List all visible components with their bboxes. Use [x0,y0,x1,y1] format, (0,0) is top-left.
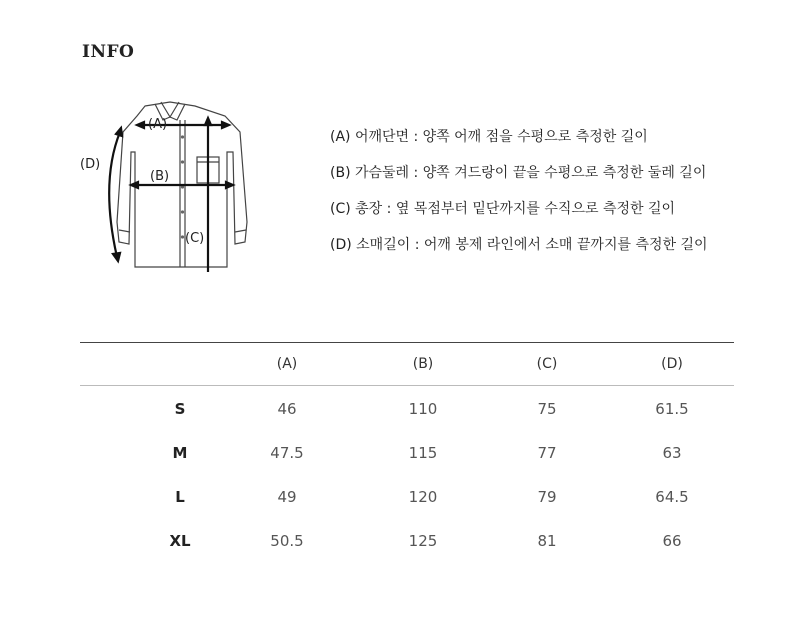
table-cell: 49 [277,488,297,506]
table-cell: 120 [408,488,438,506]
table-row [80,431,734,475]
table-cell: 47.5 [270,444,304,462]
table-cell: 81 [537,532,557,550]
table-cell: 61.5 [655,400,689,418]
size-label: M [172,444,188,462]
page-title: INFO [82,42,135,62]
size-label: S [174,400,186,418]
header-d: (D) [661,356,683,372]
table-cell: 64.5 [655,488,689,506]
table-row [80,475,734,519]
measurement-definitions [330,128,708,272]
label-c: (C) [185,231,205,246]
definition-b: (B) 가슴둘레 : 양쪽 겨드랑이 끝을 수평으로 측정한 둘레 길이 [330,165,707,181]
table-cell: 125 [408,532,438,550]
definition-a: (A) 어깨단면 : 양쪽 어깨 점을 수평으로 측정한 길이 [330,129,648,145]
header-a: (A) [276,356,298,372]
table-cell: 75 [537,400,557,418]
table-header-row [80,343,734,385]
definition-c: (C) 총장 : 옆 목점부터 밑단까지를 수직으로 측정한 길이 [330,201,676,217]
table-cell: 115 [408,444,438,462]
label-b: (B) [150,169,170,184]
table-row [80,387,734,431]
table-cell: 66 [662,532,682,550]
table-cell: 77 [537,444,557,462]
table-cell: 79 [537,488,557,506]
table-cell: 110 [408,400,438,418]
table-cell: 50.5 [270,532,304,550]
shirt-measurement-diagram [75,92,255,272]
table-cell: 63 [662,444,682,462]
button-dots [181,135,184,238]
table-cell: 46 [277,400,297,418]
definition-d: (D) 소매길이 : 어깨 봉제 라인에서 소매 끝까지를 측정한 길이 [330,237,708,253]
header-c: (C) [536,356,558,372]
label-a: (A) [148,117,168,132]
size-label: XL [169,532,191,550]
table-row [80,519,734,563]
label-d: (D) [80,157,101,172]
size-table [80,342,734,563]
header-b: (B) [412,356,434,372]
size-label: L [175,488,185,506]
